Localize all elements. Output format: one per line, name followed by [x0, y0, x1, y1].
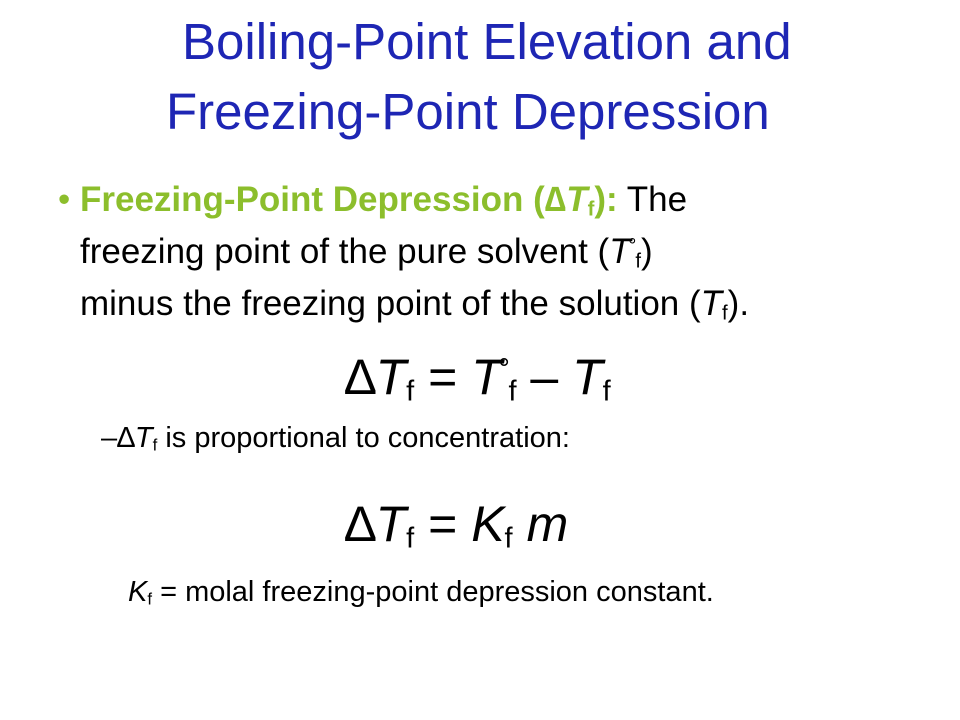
bullet-line-1	[80, 178, 687, 222]
bullet-line-2-text: freezing point of the pure solvent (	[80, 232, 610, 271]
t-symbol: T	[375, 349, 407, 405]
bullet-term-close: ):	[594, 180, 618, 219]
equation-delta-tf-definition	[345, 347, 611, 407]
m-symbol: m	[526, 496, 569, 552]
k-symbol: K	[128, 576, 148, 608]
bullet-term-text: Freezing-Point Depression (	[80, 180, 545, 219]
delta-symbol: ∆	[345, 349, 376, 405]
bullet-line-3-close: ).	[727, 284, 750, 323]
subscript-f: f	[722, 302, 728, 325]
subscript-f: f	[152, 435, 158, 455]
term-t-symbol: T	[566, 180, 588, 219]
bullet-dot-icon: •	[58, 180, 71, 219]
degree-symbol: °	[628, 234, 637, 257]
sub-bullet-dash: –	[101, 422, 118, 454]
bullet-line-1-rest: The	[617, 180, 688, 219]
subscript-f: f	[406, 522, 415, 555]
minus-sign: –	[516, 349, 573, 405]
bullet-line-3-text: minus the freezing point of the solution (	[80, 284, 701, 323]
equals-sign: =	[414, 496, 472, 552]
subscript-f: f	[635, 250, 641, 273]
t-symbol: T	[700, 284, 723, 323]
t-symbol: T	[471, 349, 502, 405]
subscript-f: f	[508, 375, 517, 408]
kf-definition-text: = molal freezing-point depression constant.	[152, 576, 714, 608]
degree-symbol: °	[498, 353, 510, 386]
subscript-f: f	[504, 522, 513, 555]
sub-bullet	[101, 420, 570, 456]
t-symbol: T	[134, 422, 153, 454]
bullet-line-2-close: )	[640, 232, 653, 271]
subscript-f: f	[147, 589, 153, 609]
bullet-line-2	[80, 230, 653, 274]
slide-title-line-2: Freezing-Point Depression	[166, 83, 770, 140]
bullet-term	[80, 180, 618, 219]
delta-symbol: ∆	[544, 180, 567, 219]
delta-symbol: ∆	[345, 496, 376, 552]
subscript-f: f	[602, 375, 611, 408]
equation-delta-tf-kf-m	[345, 494, 568, 554]
delta-symbol: ∆	[117, 422, 135, 454]
term-subscript-f: f	[587, 198, 595, 221]
kf-definition	[128, 574, 714, 610]
t-symbol: T	[375, 496, 407, 552]
sub-bullet-text: is proportional to concentration:	[157, 422, 570, 454]
t-symbol: T	[609, 232, 631, 271]
bullet-line-3	[80, 282, 749, 326]
subscript-f: f	[406, 375, 415, 408]
k-symbol: K	[471, 496, 505, 552]
slide-title-line-1: Boiling-Point Elevation and	[182, 13, 792, 70]
t-symbol: T	[572, 349, 603, 405]
equals-sign: =	[414, 349, 472, 405]
